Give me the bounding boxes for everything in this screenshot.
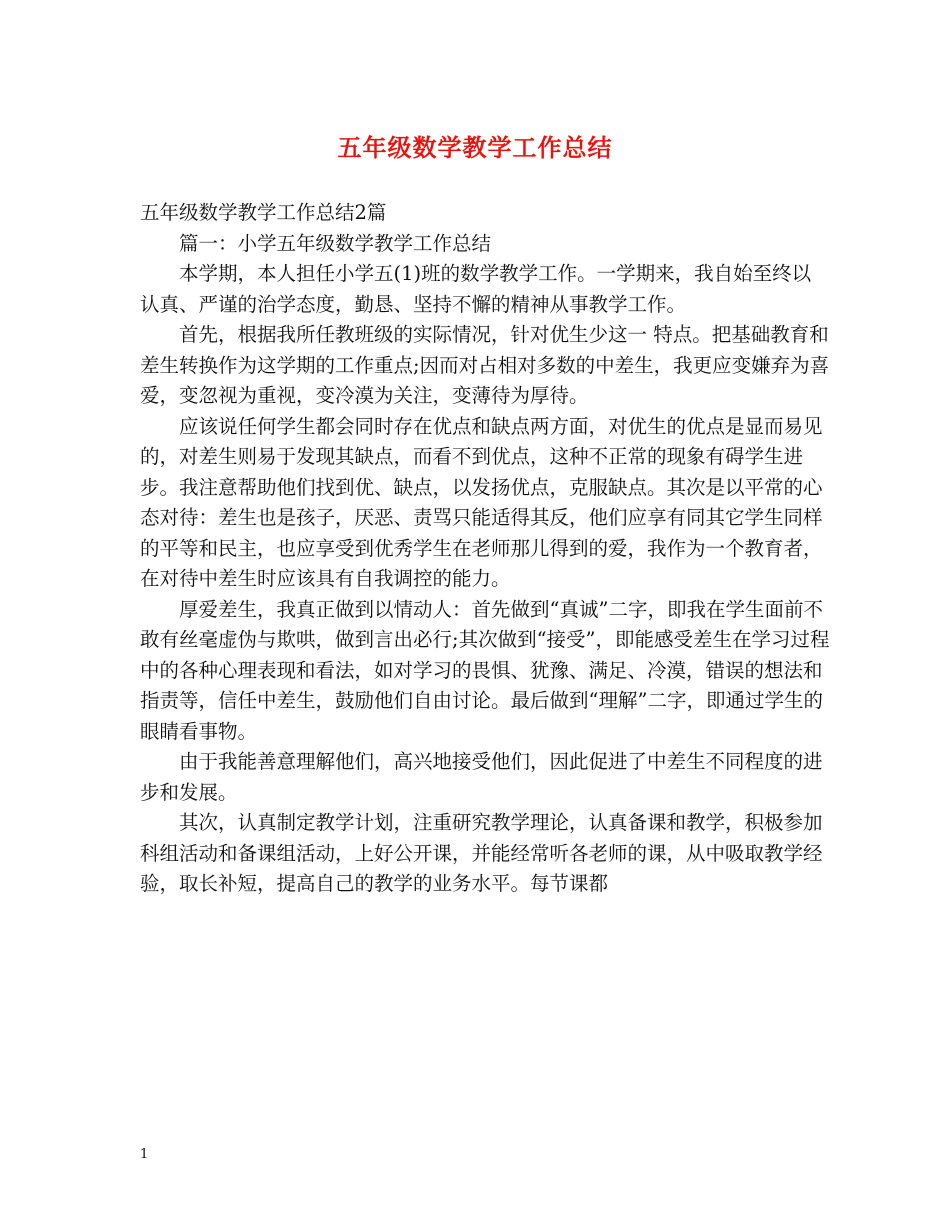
section-heading: 篇一：小学五年级数学教学工作总结 (179, 231, 492, 255)
document-title: 五年级数学教学工作总结 (337, 133, 613, 162)
body-paragraph: 其次，认真制定教学计划，注重研究教学理论，认真备课和教学，积极参加科组活动和备课组活动，上好公开课，并能经常听各老师的课，从中吸取教学经验，取长补短，提高自己的教学的业务水平。每节课都 (140, 811, 823, 895)
body-paragraph: 厚爱差生，我真正做到以情动人：首先做到“真诚”二字，即我在学生面前不敢有丝毫虚伪与欺哄，做到言出必行;其次做到“接受”，即能感受差生在学习过程中的各种心理表现和看法，如对学习的畏惧、犹豫、满足、冷漠，错误的想法和指责等，信任中差生，鼓励他们自由讨论。最后做到“理解”二字，即通过学生的眼睛看事物。 (140, 597, 830, 743)
page-number: 1 (140, 1147, 149, 1162)
subtitle-paragraph: 五年级数学教学工作总结2篇 (140, 201, 387, 224)
document-body (140, 198, 830, 900)
body-paragraph: 由于我能善意理解他们，高兴地接受他们，因此促进了中差生不同程度的进步和发展。 (140, 750, 823, 804)
body-paragraph: 应该说任何学生都会同时存在优点和缺点两方面，对优生的优点是显而易见的，对差生则易于发现其缺点，而看不到优点，这种不正常的现象有碍学生进步。我注意帮助他们找到优、缺点，以发扬优点，克服缺点。其次是以平常的心态对待：差生也是孩子，厌恶、责骂只能适得其反，他们应享有同其它学生同样的平等和民主，也应享受到优秀学生在老师那儿得到的爱，我作为一个教育者，在对待中差生时应该具有自我调控的能力。 (140, 414, 823, 590)
body-paragraph: 首先，根据我所任教班级的实际情况，针对优生少这一 特点。把基础教育和差生转换作为这学期的工作重点;因而对占相对多数的中差生，我更应变嫌弃为喜爱，变忽视为重视，变冷漠为关注，变薄待为厚待。 (140, 323, 830, 407)
body-paragraph: 本学期，本人担任小学五(1)班的数学教学工作。一学期来，我自始至终以认真、严谨的治学态度，勤恳、坚持不懈的精神从事教学工作。 (140, 262, 812, 316)
